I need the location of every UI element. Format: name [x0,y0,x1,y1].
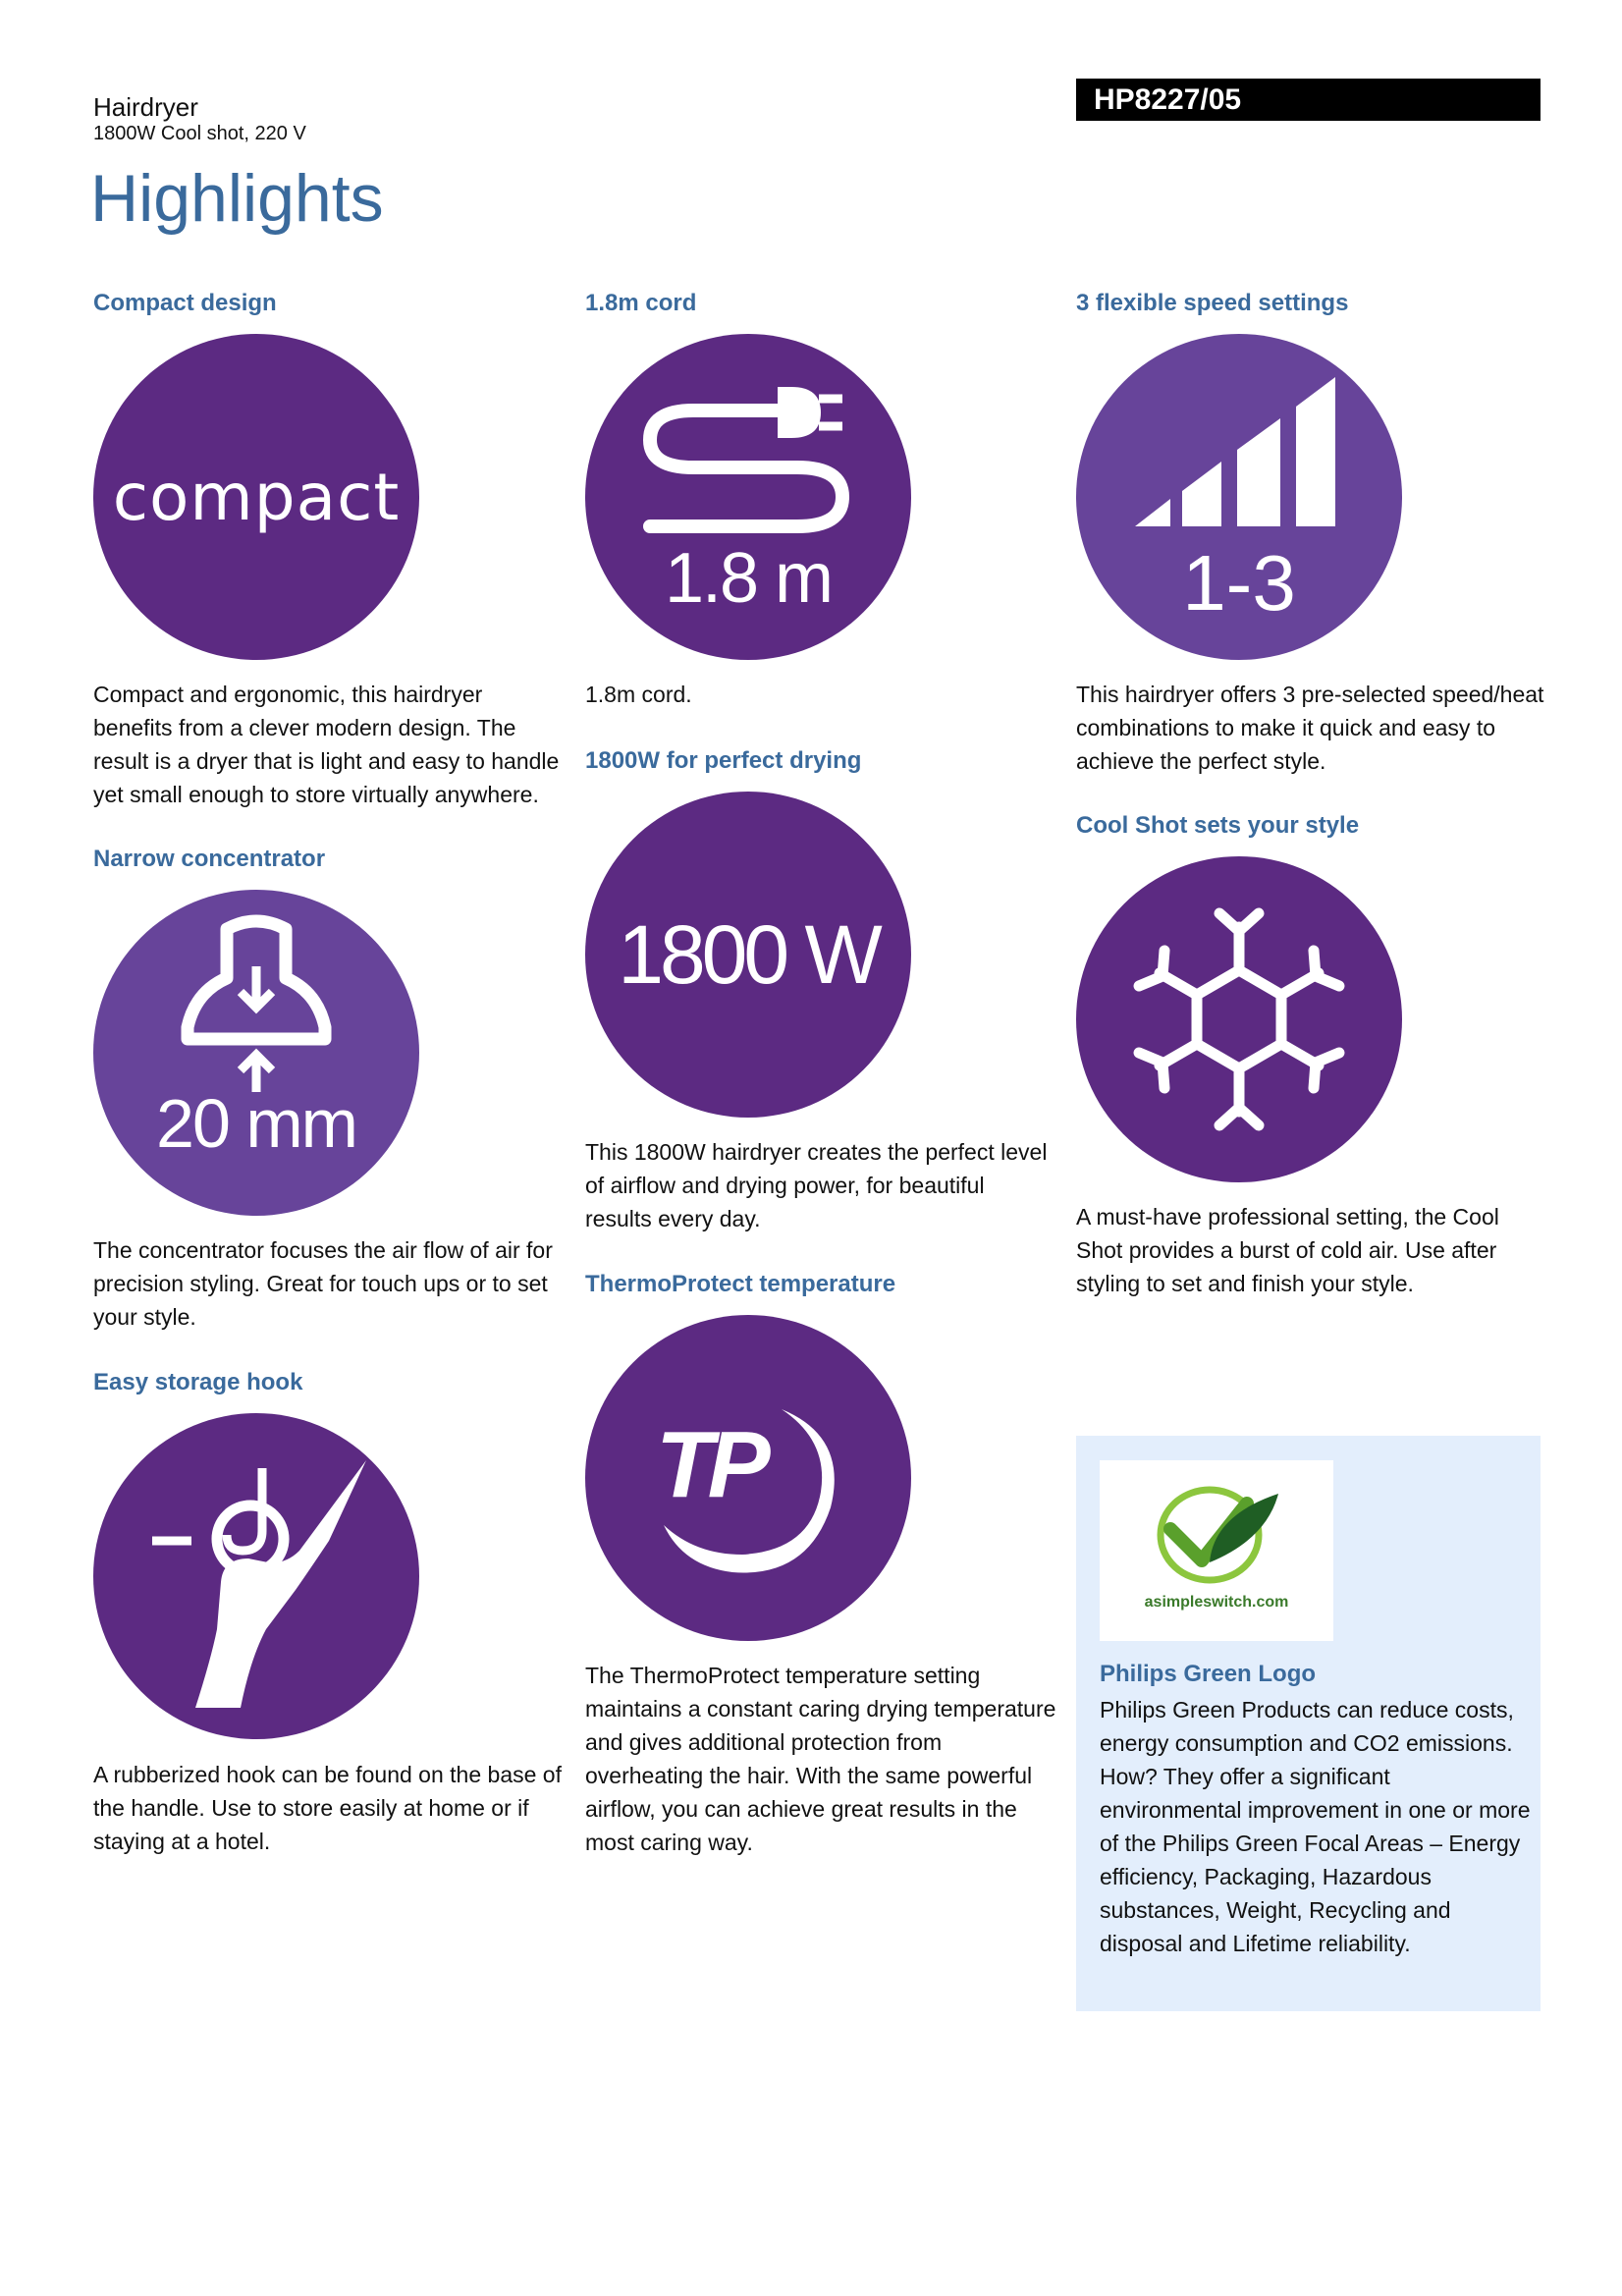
feature-text-cord: 1.8m cord. [585,682,692,707]
page-heading: Highlights [90,161,384,236]
snowflake-glyph [1076,856,1402,1182]
feature-text-coolshot: A must-have professional setting, the Cool Shot provides a burst of cold air. Use after styling to set and finish your style. [1076,1204,1499,1296]
compact-icon-label: compact [112,459,401,535]
green-logo-title: Philips Green Logo [1100,1661,1317,1687]
cord-icon [585,334,911,660]
product-title: Hairdryer [93,92,198,122]
green-logo-text: Philips Green Products can reduce costs, energy consumption and CO2 emissions. How? They offer a significant environmental improvement in one or more of the Philips Green Focal Areas – Energy efficiency, Packaging, Hazardous substances, Weight, Recycling and disposal and Lifetime reliability. [1100,1697,1531,1956]
cord-icon-label: 1.8 m [664,539,833,618]
feature-title-speed: 3 flexible speed settings [1076,290,1349,316]
feature-title-compact: Compact design [93,290,277,316]
snowflake-icon [1076,856,1402,1182]
feature-text-speed: This hairdryer offers 3 pre-selected speed/heat combinations to make it quick and easy to achieve the perfect style. [1076,682,1544,774]
thermoprotect-icon-label: TP [656,1412,765,1517]
feature-title-power: 1800W for perfect drying [585,747,862,774]
power-icon-label: 1800 W [618,907,879,1001]
speed-settings-icon [1076,334,1402,660]
feature-title-cord: 1.8m cord [585,290,697,316]
green-logo-caption: asimpleswitch.com [1144,1594,1289,1611]
feature-text-compact: Compact and ergonomic, this hairdryer benefits from a clever modern design. The result is a dryer that is light and easy to handle yet small enough to store virtually anywhere. [93,682,560,807]
model-number-bar: HP8227/05 [1076,79,1541,121]
product-subtitle: 1800W Cool shot, 220 V [93,123,306,144]
feature-title-thermo: ThermoProtect temperature [585,1271,896,1297]
thermoprotect-icon [585,1315,911,1641]
feature-text-concentrator: The concentrator focuses the air flow of air for precision styling. Great for touch ups or to set your style. [93,1237,553,1330]
green-logo-image [1100,1460,1333,1641]
compact-icon [93,334,419,660]
green-check-leaf-icon [1100,1460,1333,1641]
concentrator-icon [93,890,419,1216]
feature-title-concentrator: Narrow concentrator [93,846,326,872]
feature-text-hook: A rubberized hook can be found on the base of the handle. Use to store easily at home or if staying at a hotel. [93,1762,562,1854]
feature-title-hook: Easy storage hook [93,1369,303,1395]
feature-text-power: This 1800W hairdryer creates the perfect level of airflow and drying power, for beautiful results every day. [585,1139,1048,1231]
hook-glyph [93,1413,419,1739]
feature-title-coolshot: Cool Shot sets your style [1076,812,1360,839]
concentrator-glyph [93,890,419,1216]
concentrator-icon-label: 20 mm [156,1085,356,1162]
power-icon [585,792,911,1118]
speed-icon-label: 1-3 [1182,539,1296,627]
storage-hook-icon [93,1413,419,1739]
feature-text-thermo: The ThermoProtect temperature setting maintains a constant caring drying temperature and gives additional protection from overheating the hair. With the same powerful airflow, you can achieve great results in the most caring way. [585,1663,1056,1855]
